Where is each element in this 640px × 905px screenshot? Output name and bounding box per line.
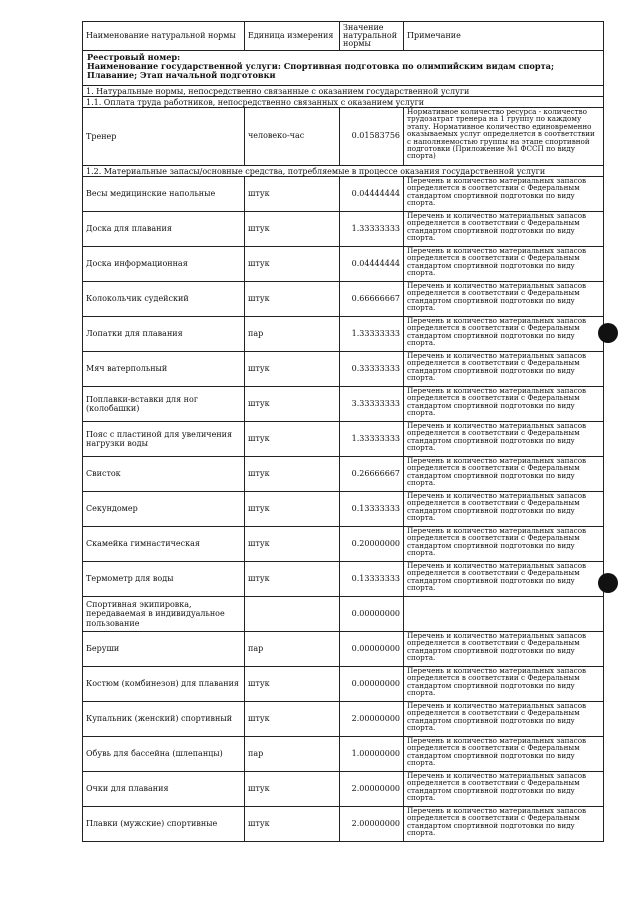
item-note: Перечень и количество материальных запасов определяется в соответствии с Федеральным стандартом спортивной подготовки по виду спорта. [404, 492, 604, 527]
norms-table-container [82, 21, 603, 842]
item-name: Очки для плавания [83, 772, 245, 807]
item-value: 2.00000000 [340, 807, 404, 842]
item-unit: штук [245, 422, 340, 457]
header-norm-name: Наименование натуральной нормы [83, 22, 245, 51]
item-unit: штук [245, 457, 340, 492]
item-note: Перечень и количество материальных запасов определяется в соответствии с Федеральным стандартом спортивной подготовки по виду спорта. [404, 247, 604, 282]
section-row [83, 86, 604, 97]
item-value: 0.20000000 [340, 527, 404, 562]
header-row [83, 22, 604, 51]
item-name: Костюм (комбинезон) для плавания [83, 667, 245, 702]
registry-row [83, 51, 604, 86]
item-note: Перечень и количество материальных запасов определяется в соответствии с Федеральным стандартом спортивной подготовки по виду спорта. [404, 562, 604, 597]
section-1-title: 1. Натуральные нормы, непосредственно связанные с оказанием государственной услуги [83, 86, 604, 97]
item-unit: штук [245, 667, 340, 702]
table-row [83, 492, 604, 527]
item-note: Перечень и количество материальных запасов определяется в соответствии с Федеральным стандартом спортивной подготовки по виду спорта. [404, 422, 604, 457]
item-value: 0.33333333 [340, 352, 404, 387]
item-value: 3.33333333 [340, 387, 404, 422]
item-name: Лопатки для плавания [83, 317, 245, 352]
item-value: 1.33333333 [340, 422, 404, 457]
item-unit: штук [245, 702, 340, 737]
item-note: Перечень и количество материальных запасов определяется в соответствии с Федеральным стандартом спортивной подготовки по виду спорта. [404, 737, 604, 772]
item-unit: штук [245, 212, 340, 247]
item-name: Плавки (мужские) спортивные [83, 807, 245, 842]
equipment-heading-unit [245, 597, 340, 632]
item-name: Скамейка гимнастическая [83, 527, 245, 562]
item-note: Перечень и количество материальных запасов определяется в соответствии с Федеральным стандартом спортивной подготовки по виду спорта. [404, 352, 604, 387]
item-value: 0.00000000 [340, 667, 404, 702]
table-row [83, 352, 604, 387]
trainer-name: Тренер [83, 108, 245, 166]
table-row [83, 667, 604, 702]
item-value: 0.66666667 [340, 282, 404, 317]
registry-number: Реестровый номер: [87, 52, 181, 62]
item-name: Свисток [83, 457, 245, 492]
table-row [83, 527, 604, 562]
item-unit: пар [245, 632, 340, 667]
item-name: Колокольчик судейский [83, 282, 245, 317]
item-value: 1.00000000 [340, 737, 404, 772]
table-row [83, 562, 604, 597]
table-row [83, 807, 604, 842]
table-row [83, 177, 604, 212]
table-row [83, 422, 604, 457]
item-unit: штук [245, 527, 340, 562]
trainer-unit: человеко-час [245, 108, 340, 166]
item-unit: штук [245, 247, 340, 282]
norms-table [82, 21, 604, 842]
item-name: Доска информационная [83, 247, 245, 282]
item-note: Перечень и количество материальных запасов определяется в соответствии с Федеральным стандартом спортивной подготовки по виду спорта. [404, 807, 604, 842]
item-value: 0.04444444 [340, 247, 404, 282]
equipment-heading-value: 0.00000000 [340, 597, 404, 632]
item-value: 0.00000000 [340, 632, 404, 667]
item-value: 2.00000000 [340, 772, 404, 807]
section-1-2-title: 1.2. Материальные запасы/основные средства, потребляемые в процессе оказания государственной услуги [83, 166, 604, 177]
table-row [83, 282, 604, 317]
item-note: Перечень и количество материальных запасов определяется в соответствии с Федеральным стандартом спортивной подготовки по виду спорта. [404, 457, 604, 492]
header-unit: Единица измерения [245, 22, 340, 51]
item-unit: штук [245, 387, 340, 422]
equipment-heading-name: Спортивная экипировка, передаваемая в индивидуальное пользование [83, 597, 245, 632]
item-unit: пар [245, 317, 340, 352]
item-unit: пар [245, 737, 340, 772]
item-unit: штук [245, 282, 340, 317]
item-value: 2.00000000 [340, 702, 404, 737]
table-row [83, 387, 604, 422]
service-stage: Плавание; Этап начальной подготовки [87, 70, 276, 80]
item-note: Перечень и количество материальных запасов определяется в соответствии с Федеральным стандартом спортивной подготовки по виду спорта. [404, 667, 604, 702]
service-name: Наименование государственной услуги: Спортивная подготовка по олимпийским видам спорта; [87, 61, 554, 71]
item-note: Перечень и количество материальных запасов определяется в соответствии с Федеральным стандартом спортивной подготовки по виду спорта. [404, 632, 604, 667]
item-name: Доска для плавания [83, 212, 245, 247]
table-row [83, 212, 604, 247]
equipment-heading-row [83, 597, 604, 632]
header-note: Примечание [404, 22, 604, 51]
trainer-row [83, 108, 604, 166]
item-value: 0.04444444 [340, 177, 404, 212]
norms-table-body [83, 22, 604, 842]
item-name: Мяч ватерпольный [83, 352, 245, 387]
item-note: Перечень и количество материальных запасов определяется в соответствии с Федеральным стандартом спортивной подготовки по виду спорта. [404, 387, 604, 422]
table-row [83, 632, 604, 667]
item-name: Пояс с пластиной для увеличения нагрузки воды [83, 422, 245, 457]
item-name: Купальник (женский) спортивный [83, 702, 245, 737]
table-row [83, 737, 604, 772]
item-value: 0.26666667 [340, 457, 404, 492]
table-row [83, 317, 604, 352]
table-row [83, 247, 604, 282]
item-unit: штук [245, 772, 340, 807]
item-value: 0.13333333 [340, 492, 404, 527]
punch-hole-marker-bottom [598, 573, 618, 593]
item-note: Перечень и количество материальных запасов определяется в соответствии с Федеральным стандартом спортивной подготовки по виду спорта. [404, 177, 604, 212]
item-value: 0.13333333 [340, 562, 404, 597]
section-row [83, 97, 604, 108]
item-unit: штук [245, 492, 340, 527]
item-name: Поплавки-вставки для ног (колобашки) [83, 387, 245, 422]
item-unit: штук [245, 177, 340, 212]
item-note: Перечень и количество материальных запасов определяется в соответствии с Федеральным стандартом спортивной подготовки по виду спорта. [404, 282, 604, 317]
item-unit: штук [245, 807, 340, 842]
table-row [83, 772, 604, 807]
item-name: Секундомер [83, 492, 245, 527]
item-note: Перечень и количество материальных запасов определяется в соответствии с Федеральным стандартом спортивной подготовки по виду спорта. [404, 212, 604, 247]
item-name: Весы медицинские напольные [83, 177, 245, 212]
item-value: 1.33333333 [340, 212, 404, 247]
trainer-note: Нормативное количество ресурса - количество трудозатрат тренера на 1 группу по каждому этапу. Нормативное количество единовременно оказываемых услуг определяется в соответствии с наполняемостью группы на этапе спортивной подготовки (Приложение №1 ФССП по виду спорта) [404, 108, 604, 166]
table-row [83, 702, 604, 737]
registry-cell [83, 51, 604, 86]
item-note: Перечень и количество материальных запасов определяется в соответствии с Федеральным стандартом спортивной подготовки по виду спорта. [404, 702, 604, 737]
item-note: Перечень и количество материальных запасов определяется в соответствии с Федеральным стандартом спортивной подготовки по виду спорта. [404, 317, 604, 352]
punch-hole-marker-top [598, 323, 618, 343]
trainer-value: 0.01583756 [340, 108, 404, 166]
section-row [83, 166, 604, 177]
item-name: Термометр для воды [83, 562, 245, 597]
item-value: 1.33333333 [340, 317, 404, 352]
header-value: Значение натуральной нормы [340, 22, 404, 51]
section-1-1-title: 1.1. Оплата труда работников, непосредственно связанных с оказанием услуги [83, 97, 604, 108]
item-note: Перечень и количество материальных запасов определяется в соответствии с Федеральным стандартом спортивной подготовки по виду спорта. [404, 772, 604, 807]
item-name: Беруши [83, 632, 245, 667]
item-name: Обувь для бассейна (шлепанцы) [83, 737, 245, 772]
table-row [83, 457, 604, 492]
item-unit: штук [245, 352, 340, 387]
item-unit: штук [245, 562, 340, 597]
equipment-heading-note [404, 597, 604, 632]
item-note: Перечень и количество материальных запасов определяется в соответствии с Федеральным стандартом спортивной подготовки по виду спорта. [404, 527, 604, 562]
